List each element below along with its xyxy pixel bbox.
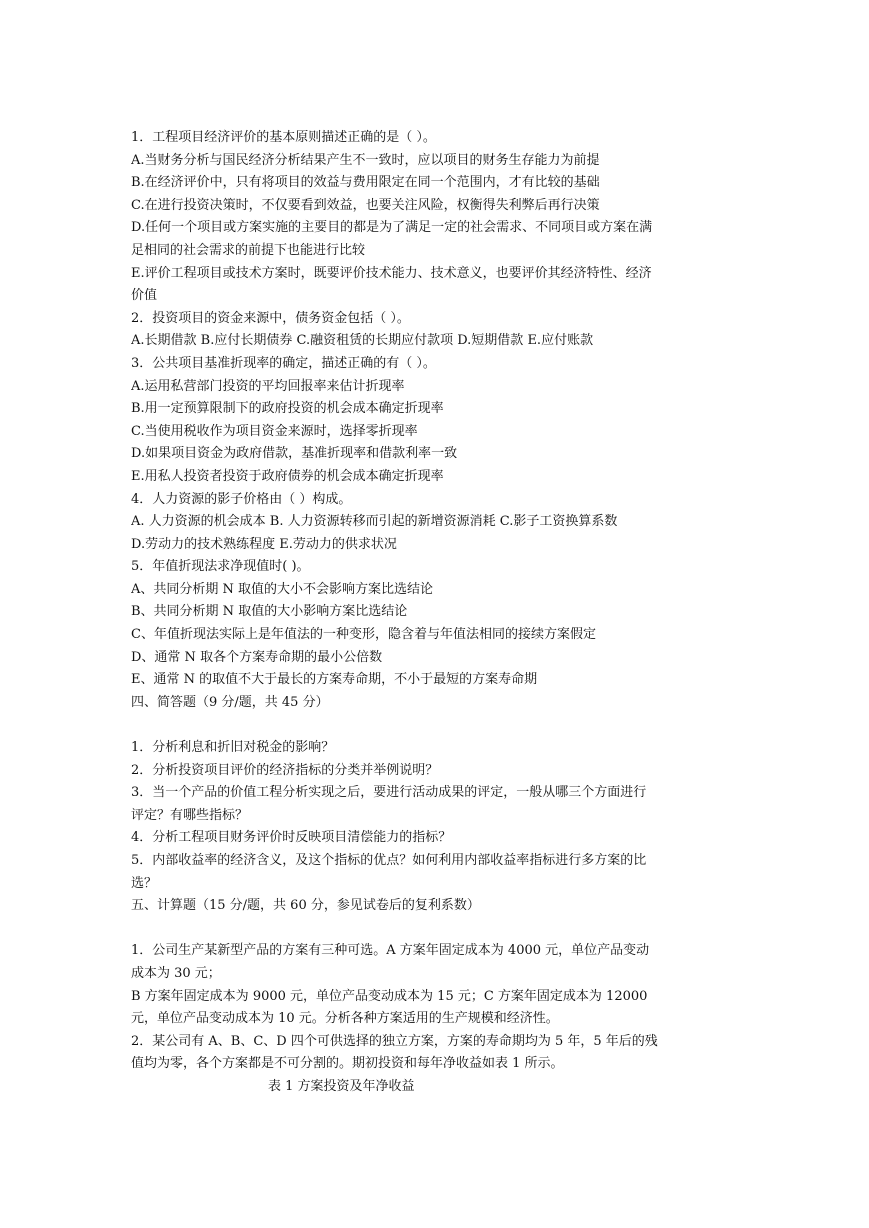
text-line: 1．公司生产某新型产品的方案有三种可选。A 方案年固定成本为 4000 元，单位产品变动 xyxy=(131,943,650,959)
text-line: 1．分析利息和折旧对税金的影响？ xyxy=(131,740,335,756)
text-line: C.在进行投资决策时，不仅要看到效益，也要关注风险，权衡得失利弊后再行决策 xyxy=(131,197,600,213)
blank-line xyxy=(131,918,743,941)
text-line: E.用私人投资者投资于政府债券的机会成本确定折现率 xyxy=(131,468,444,484)
document-body xyxy=(131,127,743,1099)
text-line: D、通常 N 取各个方案寿命期的最小公倍数 xyxy=(131,649,383,665)
text-line: 足相同的社会需求的前提下也能进行比较 xyxy=(131,242,366,258)
text-line: 4．分析工程项目财务评价时反映项目清偿能力的指标？ xyxy=(131,830,452,846)
text-line: 成本为 30 元； xyxy=(131,965,221,981)
text-line: 元，单位产品变动成本为 10 元。分析各种方案适用的生产规模和经济性。 xyxy=(131,1011,559,1027)
text-line: 3．当一个产品的价值工程分析实现之后，要进行活动成果的评定，一般从哪三个方面进行 xyxy=(131,785,647,801)
text-line: 2．某公司有 A、B、C、D 四个可供选择的独立方案，方案的寿命期均为 5 年，5 年后的残 xyxy=(131,1033,658,1049)
text-line: A. 人力资源的机会成本 B. 人力资源转移而引起的新增资源消耗 C.影子工资换算系数 xyxy=(131,514,618,530)
text-line: 2．分析投资项目评价的经济指标的分类并举例说明？ xyxy=(131,762,439,778)
text-line: 3．公共项目基准折现率的确定，描述正确的有（ ）。 xyxy=(131,355,436,371)
text-line: 评定？有哪些指标？ xyxy=(131,807,249,823)
text-line: 值均为零，各个方案都是不可分割的。期初投资和每年净收益如表 1 所示。 xyxy=(131,1056,564,1072)
blank-line xyxy=(131,714,743,737)
text-line: D.如果项目资金为政府借款，基准折现率和借款利率一致 xyxy=(131,446,458,462)
text-line: 五、计算题（15 分/题，共 60 分，参见试卷后的复利系数） xyxy=(131,898,480,914)
text-line: 选？ xyxy=(131,875,158,891)
text-line: B 方案年固定成本为 9000 元，单位产品变动成本为 15 元；C 方案年固定成本为 12000 xyxy=(131,988,648,1004)
text-line: D.劳动力的技术熟练程度 E.劳动力的供求状况 xyxy=(131,536,397,552)
text-line: 四、简答题（9 分/题，共 45 分） xyxy=(131,694,329,710)
text-line: 4．人力资源的影子价格由（ ）构成。 xyxy=(131,491,352,507)
text-line: B.用一定预算限制下的政府投资的机会成本确定折现率 xyxy=(131,401,444,417)
text-line: B.在经济评价中，只有将项目的效益与费用限定在同一个范围内，才有比较的基础 xyxy=(131,175,600,191)
text-line: 5．年值折现法求净现值时( )。 xyxy=(131,559,310,575)
text-line: E、通常 N 的取值不大于最长的方案寿命期，不小于最短的方案寿命期 xyxy=(131,672,538,688)
text-line: D.任何一个项目或方案实施的主要目的都是为了满足一定的社会需求、不同项目或方案在满 xyxy=(131,220,653,236)
text-line: A、共同分析期 N 取值的大小不会影响方案比选结论 xyxy=(131,581,434,597)
text-line: C、年值折现法实际上是年值法的一种变形，隐含着与年值法相同的接续方案假定 xyxy=(131,627,596,643)
text-line: 价值 xyxy=(131,288,158,304)
text-line: A.运用私营部门投资的平均回报率来估计折现率 xyxy=(131,378,405,394)
text-line: 5．内部收益率的经济含义，及这个指标的优点？如何利用内部收益率指标进行多方案的比 xyxy=(131,853,647,868)
table-caption: 表 1 方案投资及年净收益 xyxy=(268,1078,415,1094)
text-line: B、共同分析期 N 取值的大小影响方案比选结论 xyxy=(131,604,408,620)
text-line: 1．工程项目经济评价的基本原则描述正确的是（ ）。 xyxy=(131,130,436,145)
text-line: A.长期借款 B.应付长期债券 C.融资租赁的长期应付款项 D.短期借款 E.应付账款 xyxy=(131,333,594,349)
text-line: 2．投资项目的资金来源中，债务资金包括（ ）。 xyxy=(131,310,410,326)
text-line: C.当使用税收作为项目资金来源时，选择零折现率 xyxy=(131,423,418,439)
text-line: E.评价工程项目或技术方案时，既要评价技术能力、技术意义，也要评价其经济特性、经济 xyxy=(131,265,652,281)
text-line: A.当财务分析与国民经济分析结果产生不一致时，应以项目的财务生存能力为前提 xyxy=(131,152,600,168)
